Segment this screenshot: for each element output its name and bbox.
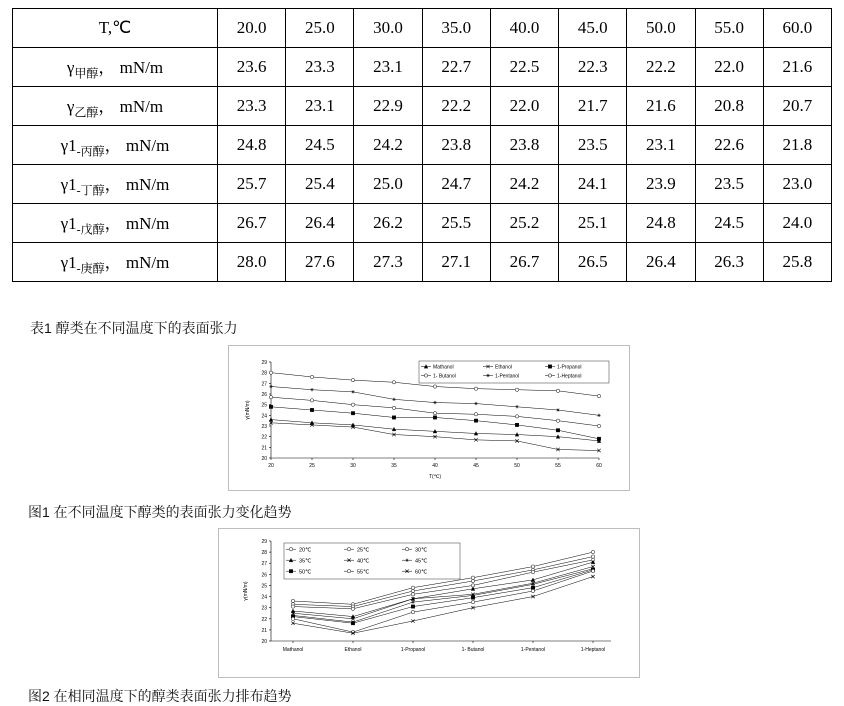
y-tick-label: 28 xyxy=(261,370,267,377)
table-header-cell: 25.0 xyxy=(286,9,354,48)
table-row xyxy=(13,204,832,243)
table-row-header xyxy=(13,87,218,126)
row-unit: ， mN/m xyxy=(98,96,164,116)
y-tick-label: 20 xyxy=(261,456,267,462)
marker-circle xyxy=(269,371,272,374)
marker-circle xyxy=(392,406,395,409)
x-category-label: 1- Butanol xyxy=(461,647,485,653)
marker-square xyxy=(531,586,534,589)
table-row-header xyxy=(13,165,218,204)
y-tick-label: 22 xyxy=(261,616,267,623)
y-axis-label: γ(mN/m) xyxy=(245,400,251,420)
table-header-cell: 45.0 xyxy=(559,9,627,48)
y-tick-label: 21 xyxy=(261,445,267,452)
marker-square xyxy=(310,408,313,411)
table-cell: 25.5 xyxy=(422,204,490,243)
marker-circle xyxy=(556,419,559,422)
legend-label-60c: 60℃ xyxy=(415,569,428,576)
row-symbol: γ xyxy=(66,57,75,77)
marker-circle xyxy=(591,550,594,553)
row-subscript: -庚醇 xyxy=(76,261,105,276)
x-tick-label: 60 xyxy=(596,463,602,469)
figure-1-caption: 图1 在不同温度下醇类的表面张力变化趋势 xyxy=(28,504,292,520)
table-cell: 23.9 xyxy=(627,165,695,204)
marker-square xyxy=(515,423,518,426)
row-symbol: γ1 xyxy=(60,213,77,233)
marker-circle xyxy=(597,424,600,427)
row-symbol: γ xyxy=(66,96,75,116)
table-cell: 25.2 xyxy=(490,204,558,243)
table-row xyxy=(13,87,832,126)
marker-circle xyxy=(291,605,294,608)
row-subscript: 乙醇 xyxy=(74,105,99,120)
row-symbol: γ1 xyxy=(60,135,77,155)
marker-circle xyxy=(471,579,474,582)
marker-circle xyxy=(556,389,559,392)
table-cell: 25.8 xyxy=(763,243,831,282)
table-cell: 25.1 xyxy=(559,204,627,243)
row-subscript: -丁醇 xyxy=(76,183,105,198)
table-cell: 21.8 xyxy=(763,126,831,165)
figure-1-line-chart xyxy=(228,345,630,491)
y-tick-label: 22 xyxy=(261,434,267,441)
table-header-row xyxy=(13,9,832,48)
y-tick-label: 20 xyxy=(261,639,267,645)
marker-circle xyxy=(347,548,350,551)
legend-label-40c: 40℃ xyxy=(357,558,370,565)
marker-circle xyxy=(347,570,350,573)
table-cell: 23.6 xyxy=(218,48,286,87)
table-row-header xyxy=(13,243,218,282)
figure-2-svg xyxy=(219,529,637,675)
series-line-55c xyxy=(293,571,593,632)
table-header-cell: 20.0 xyxy=(218,9,286,48)
y-tick-label: 26 xyxy=(261,572,267,579)
x-category-label: 1-Propanol xyxy=(400,647,426,653)
table-cell: 26.3 xyxy=(695,243,763,282)
marker-circle xyxy=(474,387,477,390)
marker-circle xyxy=(531,570,534,573)
x-tick-label: 35 xyxy=(391,463,397,469)
marker-circle xyxy=(424,374,427,377)
x-category-label: 1-Pentanol xyxy=(520,647,546,653)
series-line-60c xyxy=(293,577,593,634)
x-tick-label: 30 xyxy=(350,463,356,469)
figure-2-line-chart xyxy=(218,528,640,678)
table-cell: 25.4 xyxy=(286,165,354,204)
row-subscript: 甲醇 xyxy=(74,66,99,81)
table-cell: 20.8 xyxy=(695,87,763,126)
table-cell: 24.0 xyxy=(763,204,831,243)
table-header-cell: 35.0 xyxy=(422,9,490,48)
marker-circle xyxy=(351,403,354,406)
marker-circle xyxy=(433,412,436,415)
y-tick-label: 23 xyxy=(261,605,267,612)
marker-circle xyxy=(291,617,294,620)
legend-label-1-pentanol: 1-Pentanol xyxy=(495,373,520,380)
marker-circle xyxy=(289,548,292,551)
x-tick-label: 45 xyxy=(473,463,479,469)
marker-square xyxy=(289,570,292,573)
table-cell: 26.4 xyxy=(627,243,695,282)
y-tick-label: 27 xyxy=(261,561,267,568)
table-cell: 23.3 xyxy=(286,48,354,87)
table-cell: 25.7 xyxy=(218,165,286,204)
marker-square xyxy=(351,622,354,625)
marker-circle xyxy=(433,385,436,388)
table-cell: 26.5 xyxy=(559,243,627,282)
table-cell: 23.1 xyxy=(354,48,422,87)
table-cell: 26.4 xyxy=(286,204,354,243)
table-cell: 26.7 xyxy=(218,204,286,243)
table-cell: 23.1 xyxy=(286,87,354,126)
y-tick-label: 28 xyxy=(261,550,267,557)
table-header-cell: 50.0 xyxy=(627,9,695,48)
table-cell: 23.5 xyxy=(695,165,763,204)
legend-label-50c: 50℃ xyxy=(299,569,312,576)
marker-square xyxy=(392,416,395,419)
marker-circle xyxy=(310,375,313,378)
table-caption: 表1 醇类在不同温度下的表面张力 xyxy=(30,320,238,336)
x-axis-label: T(℃) xyxy=(429,474,441,480)
legend-label-mathanol: Mathanol xyxy=(433,364,454,371)
x-tick-label: 20 xyxy=(268,463,274,469)
marker-circle xyxy=(291,599,294,602)
table-cell: 22.0 xyxy=(695,48,763,87)
table-cell: 22.3 xyxy=(559,48,627,87)
table-cell: 22.0 xyxy=(490,87,558,126)
marker-square xyxy=(597,437,600,440)
x-tick-label: 55 xyxy=(555,463,561,469)
table-header-cell: 55.0 xyxy=(695,9,763,48)
series-line-40c xyxy=(293,567,593,619)
marker-square xyxy=(433,416,436,419)
table-cell: 28.0 xyxy=(218,243,286,282)
row-symbol: γ1 xyxy=(60,174,77,194)
row-unit: ， mN/m xyxy=(104,174,170,194)
table-cell: 24.2 xyxy=(354,126,422,165)
table-cell: 23.8 xyxy=(490,126,558,165)
marker-square xyxy=(269,405,272,408)
y-tick-label: 27 xyxy=(261,381,267,388)
marker-circle xyxy=(411,593,414,596)
table-cell: 24.1 xyxy=(559,165,627,204)
table-row-header xyxy=(13,48,218,87)
table-cell: 24.5 xyxy=(286,126,354,165)
marker-circle xyxy=(269,396,272,399)
marker-circle xyxy=(411,586,414,589)
marker-circle xyxy=(515,415,518,418)
table-row xyxy=(13,243,832,282)
marker-circle xyxy=(411,610,414,613)
y-tick-label: 24 xyxy=(261,594,267,601)
table-header-cell: 40.0 xyxy=(490,9,558,48)
marker-circle xyxy=(474,413,477,416)
legend-label-35c: 35℃ xyxy=(299,558,312,565)
table-row xyxy=(13,48,832,87)
series-line-30c xyxy=(293,560,593,609)
legend-label-1-propanol: 1-Propanol xyxy=(557,364,582,371)
y-tick-label: 21 xyxy=(261,627,267,634)
row-unit: ， mN/m xyxy=(104,135,170,155)
marker-circle xyxy=(597,394,600,397)
table-header-cell: 30.0 xyxy=(354,9,422,48)
table-cell: 24.2 xyxy=(490,165,558,204)
table-cell: 22.7 xyxy=(422,48,490,87)
table-cell: 23.0 xyxy=(763,165,831,204)
marker-circle xyxy=(351,607,354,610)
y-tick-label: 29 xyxy=(261,360,267,366)
table-row xyxy=(13,126,832,165)
marker-circle xyxy=(548,374,551,377)
table-row xyxy=(13,165,832,204)
table-cell: 24.8 xyxy=(218,126,286,165)
legend-label-ethanol: Ethanol xyxy=(495,364,512,371)
marker-triangle xyxy=(269,418,273,422)
marker-circle xyxy=(471,576,474,579)
marker-circle xyxy=(591,569,594,572)
table-cell: 22.2 xyxy=(627,48,695,87)
table-cell: 27.6 xyxy=(286,243,354,282)
x-category-label: Mathanol xyxy=(282,647,304,653)
table-cell: 21.6 xyxy=(763,48,831,87)
table-cell: 22.2 xyxy=(422,87,490,126)
table-cell: 26.7 xyxy=(490,243,558,282)
marker-square xyxy=(471,596,474,599)
marker-circle xyxy=(405,548,408,551)
marker-circle xyxy=(515,388,518,391)
y-tick-label: 29 xyxy=(261,539,267,545)
figure-1-svg xyxy=(229,346,627,488)
row-unit: ， mN/m xyxy=(98,57,164,77)
x-tick-label: 50 xyxy=(514,463,520,469)
table-cell: 21.6 xyxy=(627,87,695,126)
table-cell: 27.3 xyxy=(354,243,422,282)
marker-circle xyxy=(471,600,474,603)
x-category-label: Ethanol xyxy=(344,647,362,653)
surface-tension-table-wrapper xyxy=(12,8,832,282)
y-tick-label: 26 xyxy=(261,392,267,398)
marker-circle xyxy=(531,589,534,592)
series-line-25c xyxy=(293,557,593,607)
table-cell: 26.2 xyxy=(354,204,422,243)
marker-circle xyxy=(411,589,414,592)
y-tick-label: 25 xyxy=(261,583,267,590)
table-cell: 20.7 xyxy=(763,87,831,126)
marker-square xyxy=(411,605,414,608)
marker-square xyxy=(351,412,354,415)
table-cell: 24.5 xyxy=(695,204,763,243)
figure-2-caption: 图2 在相同温度下的醇类表面张力排布趋势 xyxy=(28,688,292,704)
marker-circle xyxy=(351,378,354,381)
table-cell: 24.8 xyxy=(627,204,695,243)
table-header-cell: 60.0 xyxy=(763,9,831,48)
legend-label-20c: 20℃ xyxy=(299,547,312,554)
x-category-label: 1-Heptanol xyxy=(580,647,606,653)
y-tick-label: 23 xyxy=(261,424,267,430)
table-cell: 23.5 xyxy=(559,126,627,165)
table-row-header xyxy=(13,126,218,165)
table-cell: 22.5 xyxy=(490,48,558,87)
marker-circle xyxy=(591,555,594,558)
table-cell: 22.9 xyxy=(354,87,422,126)
marker-circle xyxy=(392,381,395,384)
table-cell: 27.1 xyxy=(422,243,490,282)
marker-square xyxy=(556,429,559,432)
legend-label-45c: 45℃ xyxy=(415,558,428,565)
table-cell: 23.8 xyxy=(422,126,490,165)
table-header-temperature-label: T,℃ xyxy=(13,9,218,48)
marker-circle xyxy=(531,565,534,568)
table-cell: 21.7 xyxy=(559,87,627,126)
y-tick-label: 25 xyxy=(261,402,267,409)
marker-circle xyxy=(310,399,313,402)
x-tick-label: 40 xyxy=(432,463,438,469)
table-cell: 25.0 xyxy=(354,165,422,204)
legend-label-55c: 55℃ xyxy=(357,569,370,576)
table-cell: 23.1 xyxy=(627,126,695,165)
y-tick-label: 24 xyxy=(261,413,267,420)
legend-label-25c: 25℃ xyxy=(357,547,370,554)
legend-label-30c: 30℃ xyxy=(415,547,428,554)
row-subscript: -戊醇 xyxy=(76,222,105,237)
marker-square xyxy=(474,419,477,422)
table-cell: 23.3 xyxy=(218,87,286,126)
row-unit: ， mN/m xyxy=(104,213,170,233)
x-tick-label: 25 xyxy=(309,463,315,469)
y-axis-label: γ(mN/m) xyxy=(243,581,249,601)
surface-tension-table xyxy=(12,8,832,282)
row-unit: ， mN/m xyxy=(104,252,170,272)
table-cell: 22.6 xyxy=(695,126,763,165)
marker-square xyxy=(548,365,551,368)
legend-label-1-heptanol: 1-Heptanol xyxy=(557,373,582,380)
legend-label-1--butanol: 1- Butanol xyxy=(433,373,456,380)
table-cell: 24.7 xyxy=(422,165,490,204)
table-row-header xyxy=(13,204,218,243)
row-symbol: γ1 xyxy=(60,252,77,272)
row-subscript: -丙醇 xyxy=(76,144,105,159)
